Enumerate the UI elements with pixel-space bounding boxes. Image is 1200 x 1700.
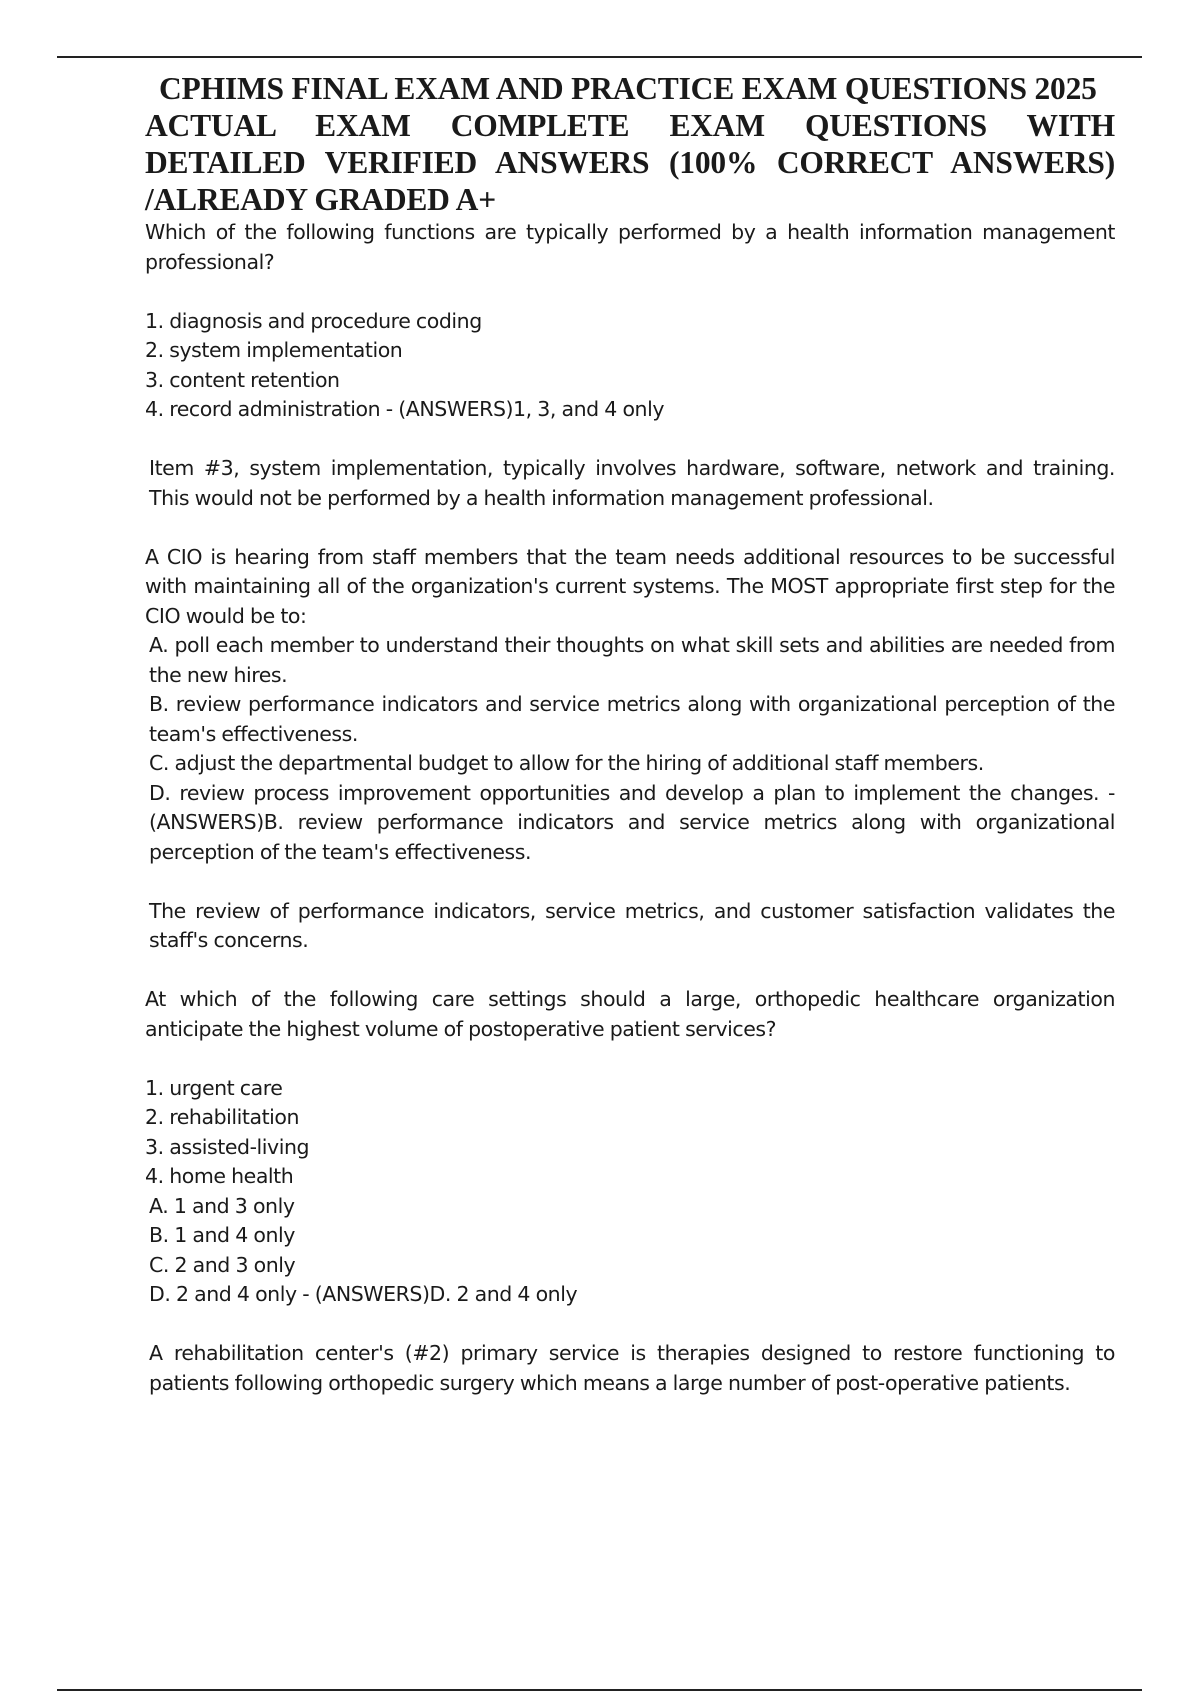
question-3-rationale: A rehabilitation center's (#2) primary service is therapies designed to restore functioning to patients following orthopedic surgery which means a large number of post-operative patients.: [149, 1341, 1115, 1395]
option-item: 2. system implementation: [145, 338, 403, 362]
option-item: C. adjust the departmental budget to allow for the hiring of additional staff members.: [149, 751, 984, 775]
top-rule: [57, 56, 1142, 58]
title-line: CPHIMS FINAL EXAM AND PRACTICE EXAM QUESTIONS 2025: [159, 71, 1097, 106]
question-2-text: A CIO is hearing from staff members that the team needs additional resources to be successful with maintaining all of the organization's current systems. The MOST appropriate first step for the CIO would be to:: [145, 544, 1115, 628]
option-item: B. review performance indicators and service metrics along with organizational perception of the team's effectiveness.: [149, 692, 1115, 746]
document-body: [145, 218, 1115, 1398]
list-item: 3. assisted-living: [145, 1134, 310, 1159]
list-item: 1. urgent care: [145, 1075, 283, 1100]
option-item: D. 2 and 4 only - (ANSWERS)D. 2 and 4 only: [149, 1282, 578, 1306]
document-page: [145, 70, 1115, 1398]
title-line: DETAILED VERIFIED ANSWERS (100% CORRECT ANSWERS): [145, 145, 1115, 180]
bottom-rule: [57, 1689, 1142, 1691]
question-3-options: [145, 1192, 1115, 1310]
list-item: 4. home health: [145, 1164, 294, 1188]
option-item: 4. record administration - (ANSWERS)1, 3, and 4 only: [145, 397, 665, 421]
option-item: D. review process improvement opportunities and develop a plan to implement the changes. - (ANSWERS)B. review performance indicators and service metrics along with organizational perception of the team's effectiveness.: [149, 780, 1115, 864]
question-2-options: [145, 631, 1115, 867]
option-item: A. poll each member to understand their thoughts on what skill sets and abilities are needed from the new hires.: [149, 633, 1115, 687]
option-item: 1. diagnosis and procedure coding: [145, 308, 482, 333]
question-2-rationale: The review of performance indicators, service metrics, and customer satisfaction validates the staff's concerns.: [149, 898, 1115, 952]
question-1-text: Which of the following functions are typically performed by a health information management professional?: [145, 220, 1115, 274]
question-3-items: [145, 1074, 1115, 1192]
option-item: A. 1 and 3 only: [149, 1193, 295, 1218]
question-1-rationale: Item #3, system implementation, typically involves hardware, software, network and training. This would not be performed by a health information management professional.: [149, 456, 1115, 510]
option-item: B. 1 and 4 only: [149, 1223, 295, 1247]
option-item: C. 2 and 3 only: [149, 1252, 296, 1277]
option-item: 3. content retention: [145, 367, 340, 392]
question-3-text: At which of the following care settings should a large, orthopedic healthcare organization anticipate the highest volume of postoperative patient services?: [145, 987, 1115, 1041]
title-line: /ALREADY GRADED A+: [145, 182, 496, 217]
list-item: 2. rehabilitation: [145, 1105, 300, 1129]
title-line: ACTUAL EXAM COMPLETE EXAM QUESTIONS WITH: [145, 108, 1115, 143]
document-title: [145, 70, 1115, 218]
question-1-options: [145, 307, 1115, 425]
